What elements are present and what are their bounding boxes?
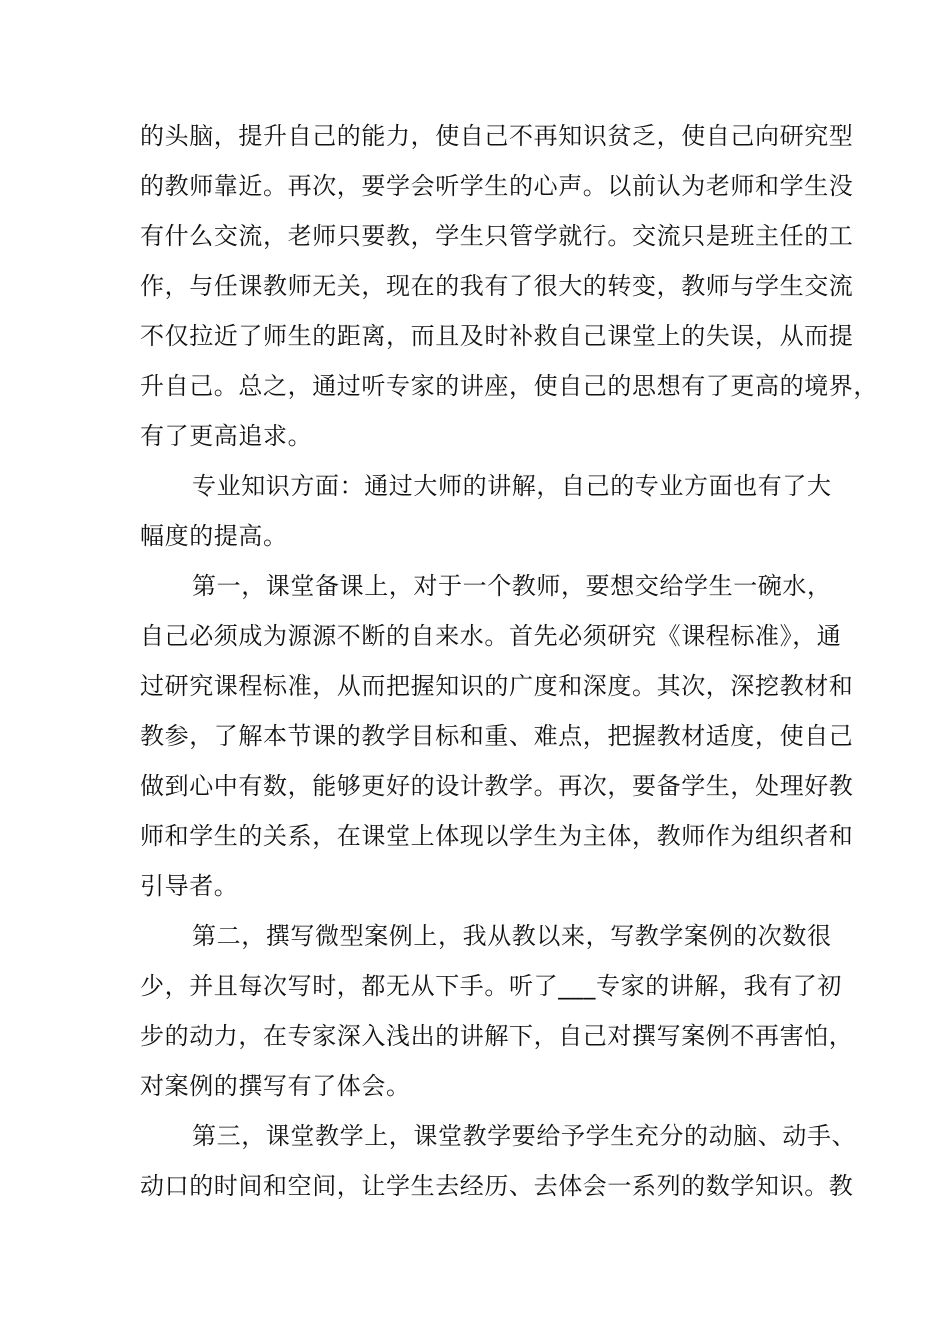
text-line: 有什么交流，老师只要教，学生只管学就行。交流只是班主任的工 [140,222,854,250]
text-line: 教参，了解本节课的教学目标和重、难点，把握教材适度，使自己 [140,722,854,750]
text-line: 有了更高追求。 [140,422,313,450]
text-line: 过研究课程标准，从而把握知识的广度和深度。其次，深挖教材和 [140,672,854,700]
text-line: 的头脑，提升自己的能力，使自己不再知识贫乏，使自己向研究型 [140,122,854,150]
text-line: 作，与任课教师无关，现在的我有了很大的转变，教师与学生交流 [140,272,854,300]
paragraph-first-line: 第一，课堂备课上，对于一个教师，要想交给学生一碗水， [192,572,832,600]
text-line: 升自己。总之，通过听专家的讲座，使自己的思想有了更高的境界， [140,372,878,400]
text-line: 自己必须成为源源不断的自来水。首先必须研究《课程标准》，通 [140,622,842,650]
text-line: 对案例的撰写有了体会。 [140,1072,411,1100]
text-line: 动口的时间和空间，让学生去经历、去体会一系列的数学知识。教 [140,1172,854,1200]
text-line: 少，并且每次写时，都无从下手。听了___专家的讲解，我有了初 [140,972,842,1000]
paragraph-first-line: 第三，课堂教学上，课堂教学要给予学生充分的动脑、动手、 [192,1122,857,1150]
text-line: 幅度的提高。 [140,522,288,550]
text-line: 不仅拉近了师生的距离，而且及时补救自己课堂上的失误，从而提 [140,322,854,350]
text-line: 师和学生的关系，在课堂上体现以学生为主体，教师作为组织者和 [140,822,854,850]
text-line: 的教师靠近。再次，要学会听学生的心声。以前认为老师和学生没 [140,172,854,200]
text-line: 做到心中有数，能够更好的设计教学。再次，要备学生，处理好教 [140,772,854,800]
paragraph-first-line: 第二，撰写微型案例上，我从教以来，写教学案例的次数很 [192,922,832,950]
text-line: 步的动力，在专家深入浅出的讲解下，自己对撰写案例不再害怕， [140,1022,854,1050]
text-line: 引导者。 [140,872,239,900]
paragraph-heading-line: 专业知识方面：通过大师的讲解，自己的专业方面也有了大 [192,472,832,500]
